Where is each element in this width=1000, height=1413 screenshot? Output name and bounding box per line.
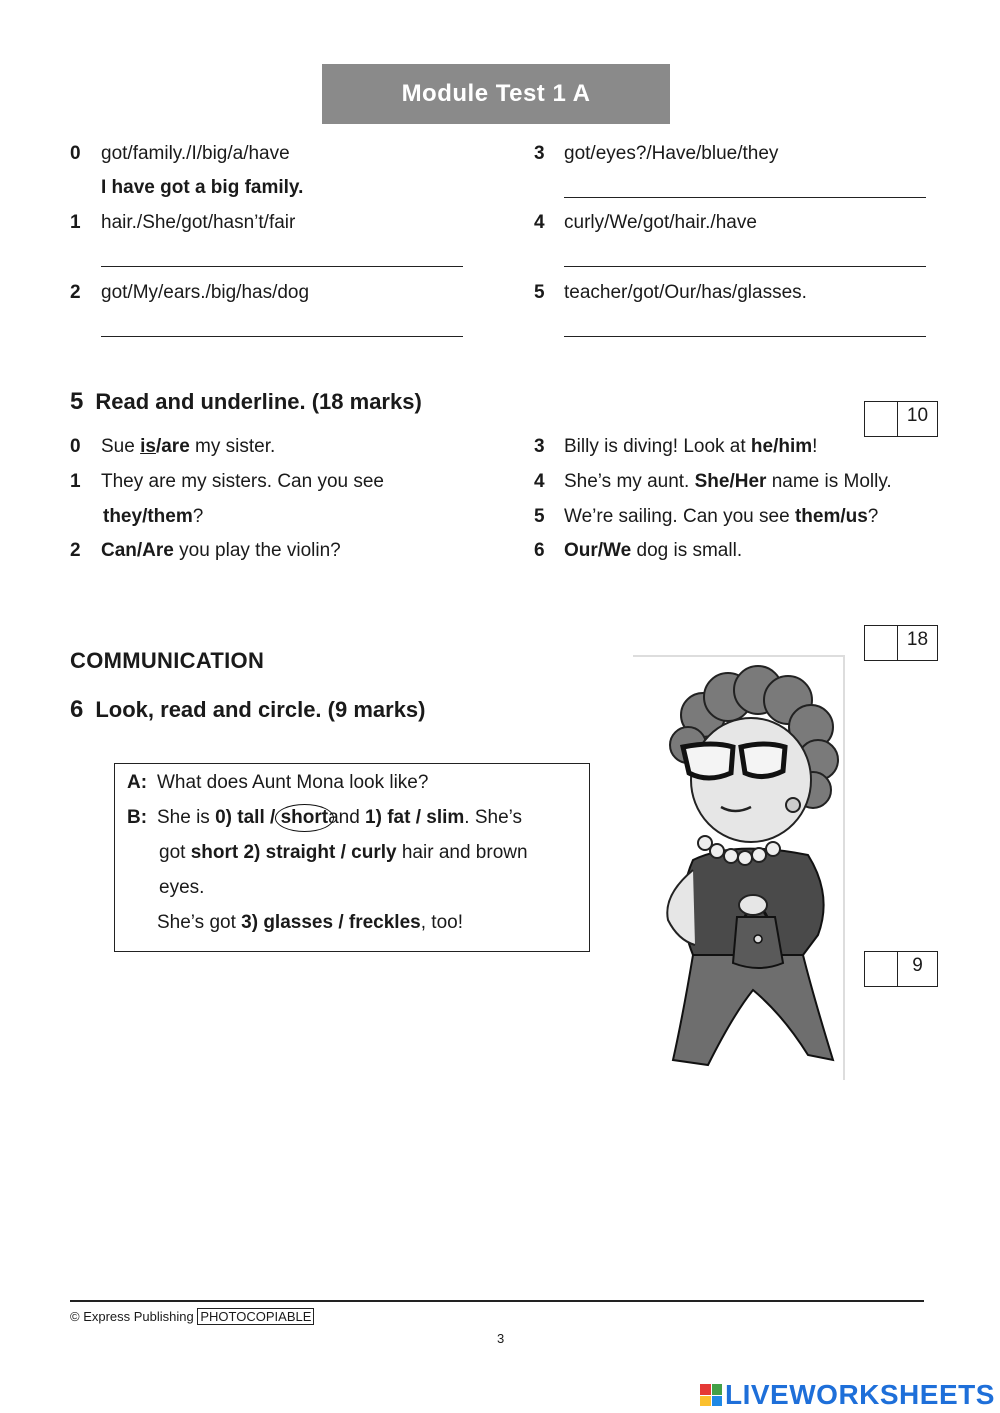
ex4-answer-line-1[interactable] (101, 266, 463, 267)
sentence-text: Billy is diving! Look at (564, 436, 751, 457)
ex4-item-number: 1 (70, 212, 81, 233)
score-input[interactable] (865, 402, 898, 436)
score-total: 9 (912, 955, 923, 976)
option-text[interactable]: Can/Are (101, 540, 174, 561)
ex5-item-number: 1 (70, 471, 81, 492)
ex4-item-number: 3 (534, 143, 545, 164)
footer-divider (70, 1300, 924, 1302)
ex4-answer-line-3[interactable] (564, 197, 926, 198)
ex4-item-prompt: got/eyes?/Have/blue/they (564, 143, 779, 164)
ex4-item-prompt: got/My/ears./big/has/dog (101, 282, 310, 303)
dialog-box (114, 763, 590, 952)
score-input[interactable] (865, 626, 898, 660)
option-text[interactable]: short 2) straight / curly (190, 842, 397, 863)
ex6-heading-text: Look, read and circle. (9 marks) (95, 697, 426, 722)
ex4-answer-line-2[interactable] (101, 336, 463, 337)
sentence-text: Sue (101, 436, 141, 457)
sentence-text: ? (867, 506, 879, 527)
ex5-item-sentence (101, 436, 275, 458)
sentence-text: name is Molly. (766, 471, 892, 492)
sentence-text: ! (812, 436, 818, 457)
ex6-heading (70, 696, 426, 724)
ex4-answer-line-5[interactable] (564, 336, 926, 337)
ex5-item-number: 0 (70, 436, 81, 457)
dialog-line-1 (157, 807, 522, 829)
option-text[interactable]: 0) tall / (215, 807, 276, 828)
score-box-ex4[interactable] (864, 401, 938, 437)
option-text[interactable]: they/them (103, 506, 193, 527)
dialog-text: got (159, 842, 191, 863)
sentence-text: We’re sailing. Can you see (564, 506, 795, 527)
aunt-mona-illustration (633, 655, 845, 1080)
sentence-text: ? (192, 506, 204, 527)
dialog-text: hair and brown (396, 842, 528, 863)
section-label-communication: COMMUNICATION (70, 648, 265, 673)
ex5-item-number: 5 (534, 506, 545, 527)
speaker-b-label: B: (127, 807, 148, 828)
ex4-item-number: 5 (534, 282, 545, 303)
underlined-answer: is (140, 436, 156, 457)
score-total: 10 (906, 405, 929, 426)
ex4-item-number: 0 (70, 143, 81, 164)
option-text[interactable]: 3) glasses / freckles (241, 912, 421, 933)
dialog-text: She’s got (157, 912, 242, 933)
ex4-item-prompt: hair./She/got/hasn’t/fair (101, 212, 296, 233)
speaker-a-label: A: (127, 772, 148, 793)
ex5-item-sentence: They are my sisters. Can you see (101, 471, 384, 492)
copyright-text: © Express Publishing (70, 1309, 194, 1324)
option-text[interactable]: them/us (794, 506, 868, 527)
dialog-text: and (328, 807, 366, 828)
ex5-heading-text: Read and underline. (18 marks) (95, 389, 422, 414)
sentence-text: dog is small. (631, 540, 743, 561)
circled-answer[interactable]: short (280, 807, 329, 828)
dialog-text: . She’s (464, 807, 523, 828)
speaker-a-text: What does Aunt Mona look like? (157, 772, 429, 793)
ex5-item-sentence (564, 506, 878, 528)
dialog-line-4 (157, 912, 463, 934)
ex5-item-number: 3 (534, 436, 545, 457)
option-text[interactable]: She/Her (694, 471, 767, 492)
photocopiable-label: PHOTOCOPIABLE (197, 1308, 314, 1325)
page-title: Module Test 1 A (322, 64, 670, 124)
score-box-ex5[interactable] (864, 625, 938, 661)
ex5-heading-number: 5 (70, 388, 84, 415)
ex5-item-sentence-cont (103, 506, 203, 528)
dialog-text: , too! (420, 912, 463, 933)
dialog-text: She is (157, 807, 216, 828)
liveworksheets-brand[interactable] (700, 1379, 995, 1411)
sentence-text: you play the violin? (173, 540, 341, 561)
ex4-answer-line-4[interactable] (564, 266, 926, 267)
option-text: /are (155, 436, 190, 457)
ex5-item-number: 2 (70, 540, 81, 561)
ex4-item-prompt: curly/We/got/hair./have (564, 212, 757, 233)
footer (70, 1309, 314, 1324)
ex4-item-prompt: teacher/got/Our/has/glasses. (564, 282, 807, 303)
dialog-line-2 (159, 842, 528, 864)
ex4-item-number: 2 (70, 282, 81, 303)
option-text[interactable]: 1) fat / slim (365, 807, 465, 828)
ex4-item-number: 4 (534, 212, 545, 233)
ex5-item-sentence (564, 540, 742, 562)
ex5-item-number: 4 (534, 471, 545, 492)
sentence-text: my sister. (189, 436, 276, 457)
score-total: 18 (906, 629, 929, 650)
option-text[interactable]: Our/We (564, 540, 632, 561)
page-number: 3 (497, 1331, 505, 1346)
ex4-example-answer: I have got a big family. (101, 177, 304, 198)
ex5-item-sentence (101, 540, 341, 562)
option-text[interactable]: he/him (750, 436, 813, 457)
liveworksheets-wordmark: LIVEWORKSHEETS (725, 1379, 995, 1410)
score-input[interactable] (865, 952, 898, 986)
sentence-text: She’s my aunt. (564, 471, 695, 492)
score-box-ex6[interactable] (864, 951, 938, 987)
ex5-heading (70, 388, 422, 416)
ex5-item-sentence (564, 436, 817, 458)
ex5-item-sentence (564, 471, 892, 493)
ex5-item-number: 6 (534, 540, 545, 561)
dialog-line-3: eyes. (159, 877, 205, 898)
ex6-heading-number: 6 (70, 696, 84, 723)
liveworksheets-logo-icon (700, 1384, 722, 1406)
ex4-item-prompt: got/family./I/big/a/have (101, 143, 290, 164)
